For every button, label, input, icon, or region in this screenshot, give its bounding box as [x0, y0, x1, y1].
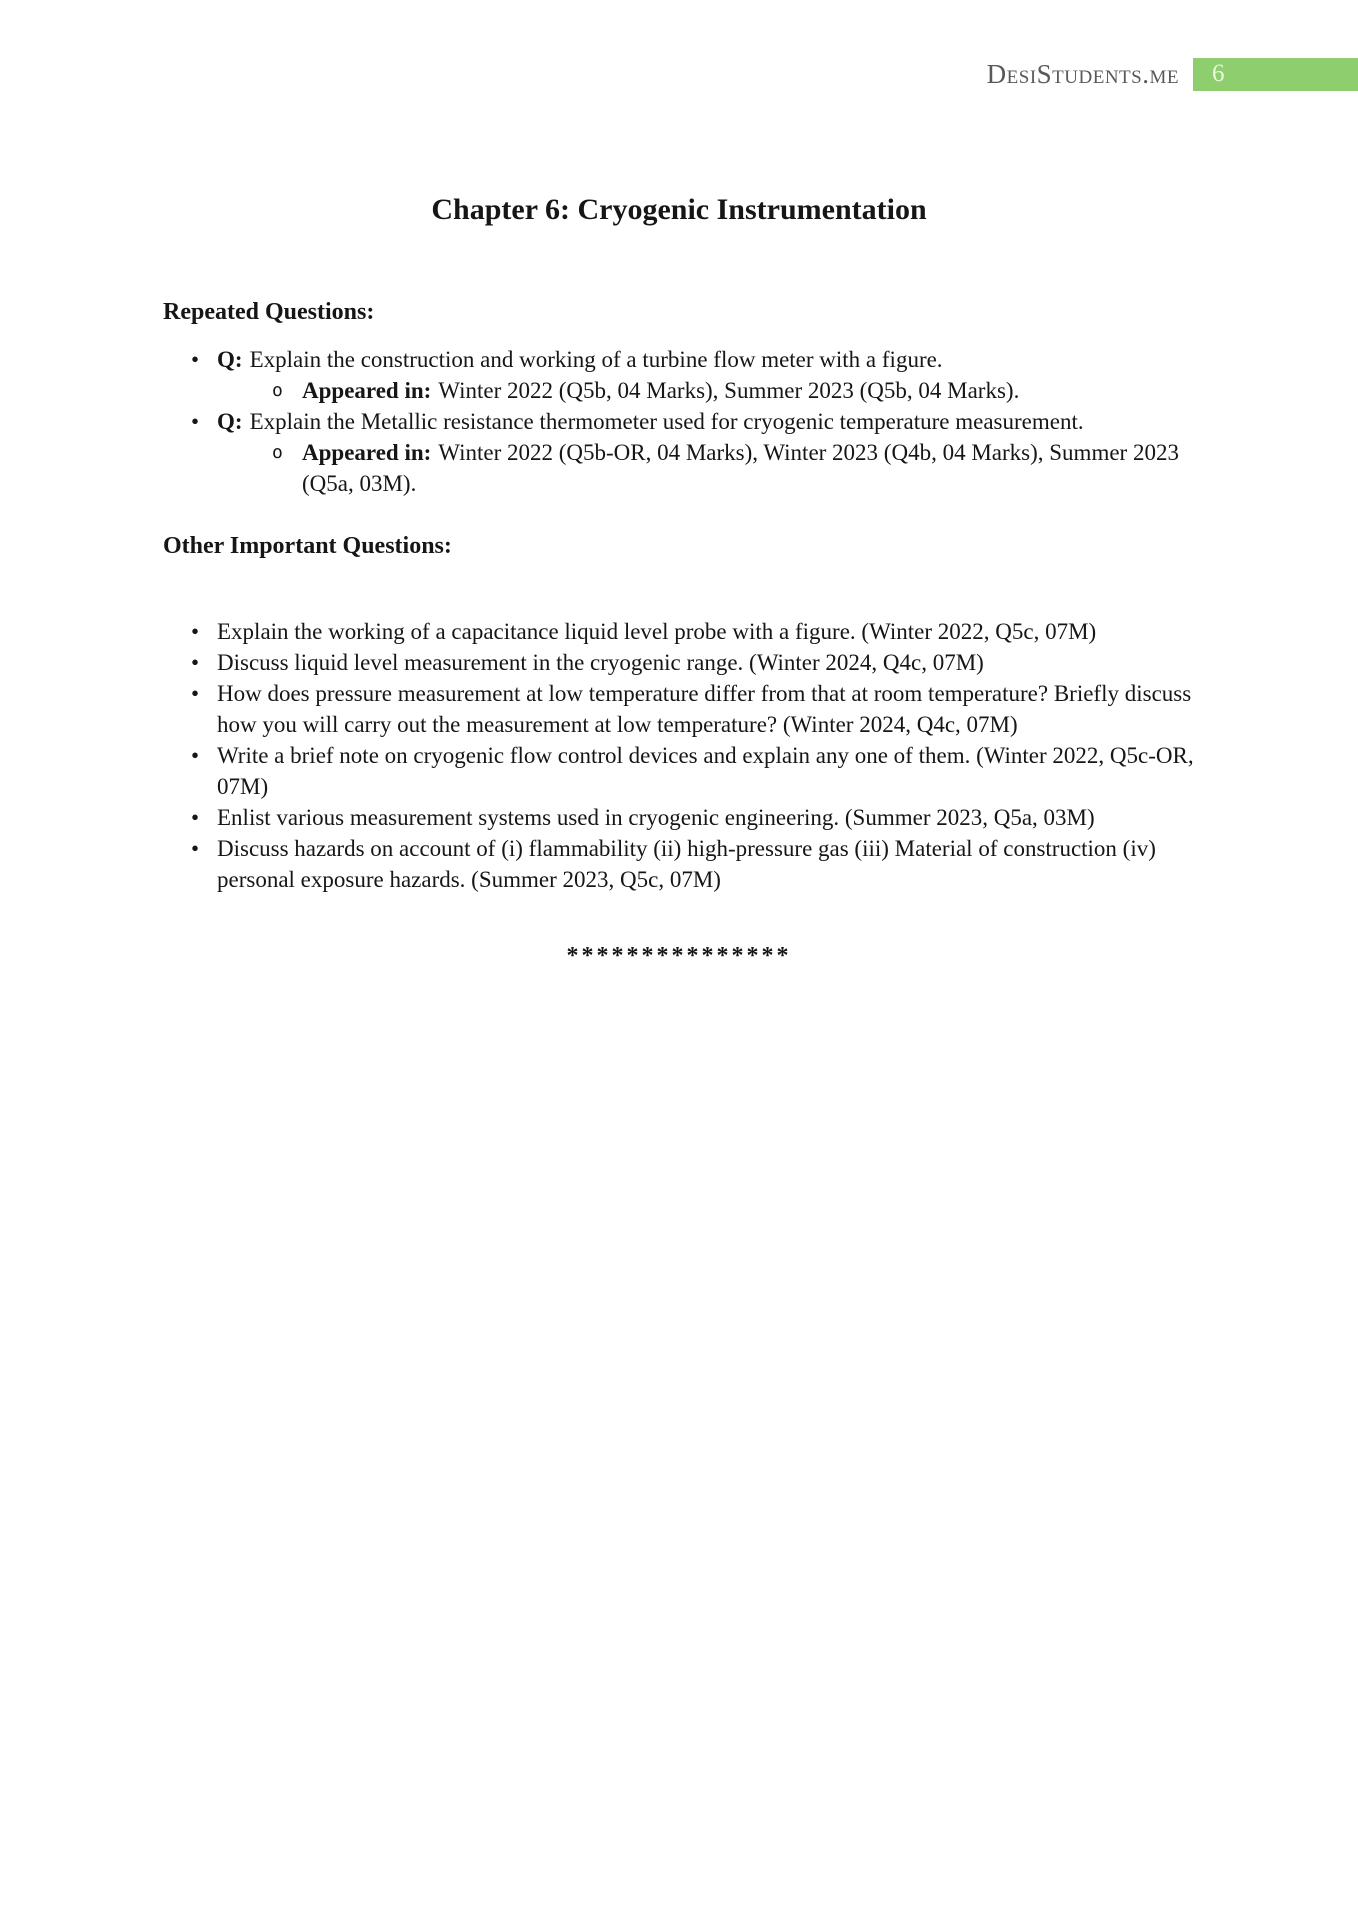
appearance-sublist — [217, 375, 1195, 406]
appearance-sublist — [217, 437, 1195, 499]
question-prefix: Q: — [217, 409, 243, 434]
document-content — [0, 297, 1358, 970]
appearance-text: Winter 2022 (Q5b, 04 Marks), Summer 2023 (Q5b, 04 Marks). — [438, 378, 1020, 403]
chapter-title: Chapter 6: Cryogenic Instrumentation — [431, 193, 927, 226]
question-body — [217, 406, 1195, 499]
question-text: Explain the working of a capacitance liquid level probe with a figure. (Winter 2022, Q5c, 07M) — [217, 619, 1097, 644]
question-prefix: Q: — [217, 347, 243, 372]
question-body — [217, 344, 1195, 406]
appearance-text: Winter 2022 (Q5b-OR, 04 Marks), Winter 2023 (Q4b, 04 Marks), Summer 2023 (Q5a, 03M). — [302, 440, 1179, 496]
question-item — [163, 344, 1195, 406]
circle-bullet-icon: o — [272, 442, 283, 463]
question-item — [163, 740, 1195, 802]
question-item — [163, 833, 1195, 895]
question-item — [163, 678, 1195, 740]
bullet-icon: • — [191, 619, 200, 644]
question-text: Explain the Metallic resistance thermometer used for cryogenic temperature measurement. — [249, 409, 1084, 434]
page-number-badge — [1193, 58, 1358, 91]
appearance-item — [217, 437, 1195, 499]
bullet-icon: • — [191, 805, 200, 830]
question-item — [163, 802, 1195, 833]
page-header — [0, 57, 1358, 91]
question-item — [163, 647, 1195, 678]
question-text: Discuss liquid level measurement in the cryogenic range. (Winter 2024, Q4c, 07M) — [217, 650, 984, 675]
section-heading-other-important-questions: Other Important Questions: — [163, 533, 452, 559]
site-brand: DesiStudents.me — [986, 59, 1179, 89]
bullet-icon: • — [191, 681, 200, 706]
question-text: How does pressure measurement at low temperature differ from that at room temperature? Briefly discuss how you will carry out the measurement at low temperature? (Winter 2024, Q4c, 07M) — [217, 681, 1192, 737]
question-text: Write a brief note on cryogenic flow control devices and explain any one of them. (Winter 2022, Q5c-OR, 07M) — [217, 743, 1194, 799]
question-text: Enlist various measurement systems used in cryogenic engineering. (Summer 2023, Q5a, 03M) — [217, 805, 1095, 830]
question-item — [163, 406, 1195, 499]
section-heading-repeated-questions: Repeated Questions: — [163, 299, 375, 325]
bullet-icon: • — [191, 836, 200, 861]
question-item — [163, 616, 1195, 647]
appeared-in-label: Appeared in: — [302, 440, 432, 465]
question-text: Explain the construction and working of a turbine flow meter with a figure. — [249, 347, 943, 372]
bullet-icon: • — [191, 347, 200, 372]
repeated-questions-list — [163, 344, 1195, 499]
asterisk-separator: *************** — [566, 943, 792, 969]
appearance-item — [217, 375, 1195, 406]
question-text: Discuss hazards on account of (i) flammability (ii) high-pressure gas (iii) Material of construction (iv) personal exposure hazards. (Summer 2023, Q5c, 07M) — [217, 836, 1156, 892]
other-questions-list — [163, 616, 1195, 895]
appearance-body — [302, 375, 1195, 406]
bullet-icon: • — [191, 743, 200, 768]
page-number: 6 — [1212, 60, 1225, 87]
circle-bullet-icon: o — [272, 380, 283, 401]
bullet-icon: • — [191, 409, 200, 434]
bullet-icon: • — [191, 650, 200, 675]
appeared-in-label: Appeared in: — [302, 378, 432, 403]
appearance-body — [302, 437, 1195, 499]
